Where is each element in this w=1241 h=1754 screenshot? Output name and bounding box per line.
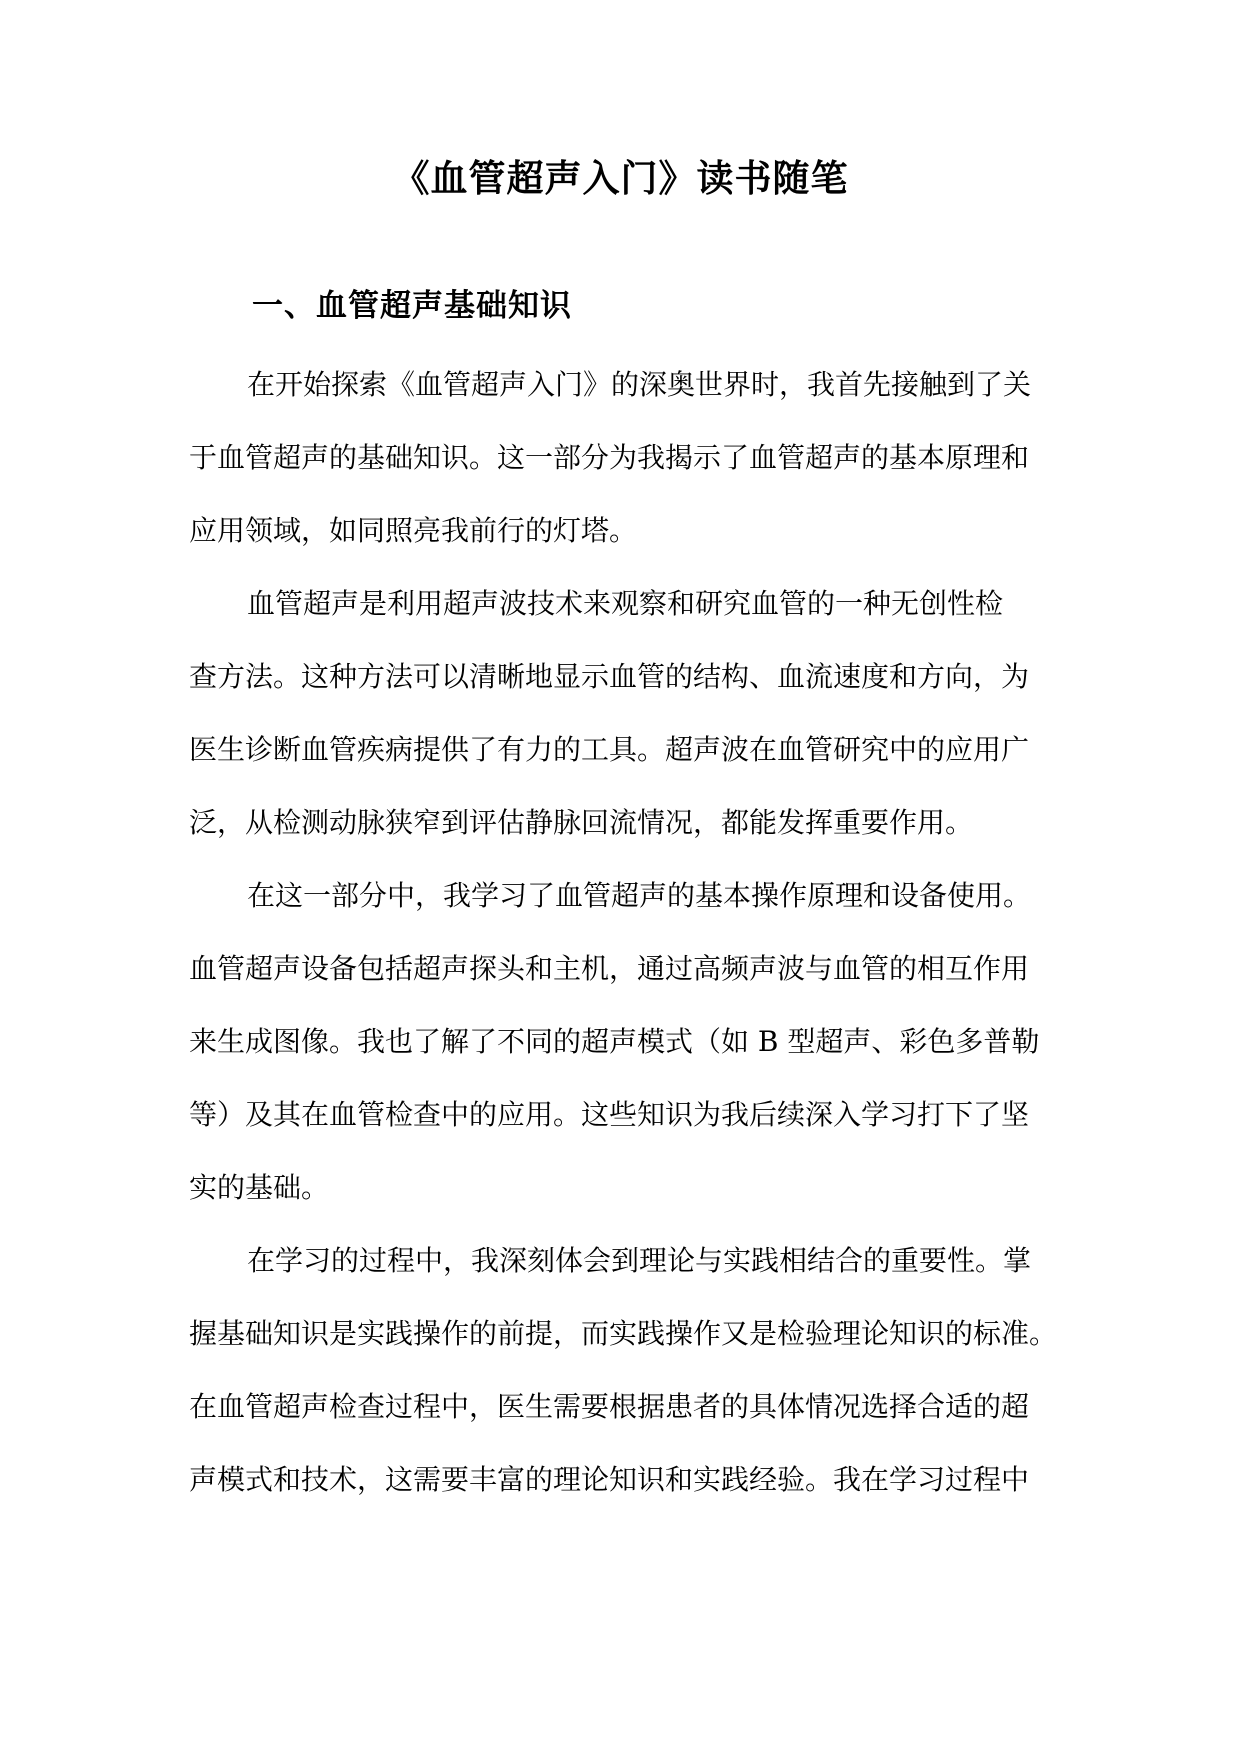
paragraph-line: 应用领域，如同照亮我前行的灯塔。 [189,514,638,547]
paragraph-line: 泛，从检测动脉狭窄到评估静脉回流情况，都能发挥重要作用。 [189,806,974,839]
paragraph-line: 血管超声是利用超声波技术来观察和研究血管的一种无创性检 [247,587,1004,620]
paragraph-line: 查方法。这种方法可以清晰地显示血管的结构、血流速度和方向，为 [189,660,1030,693]
paragraph-line: 在血管超声检查过程中，医生需要根据患者的具体情况选择合适的超 [189,1390,1030,1423]
paragraph-line: 来生成图像。我也了解了不同的超声模式（如 B 型超声、彩色多普勒 [189,1025,1040,1058]
paragraph-line: 实的基础。 [189,1171,330,1204]
paragraph-line: 于血管超声的基础知识。这一部分为我揭示了血管超声的基本原理和 [189,441,1030,474]
paragraph-line: 在学习的过程中，我深刻体会到理论与实践相结合的重要性。掌 [247,1244,1032,1277]
paragraph-line: 在这一部分中，我学习了血管超声的基本操作原理和设备使用。 [247,879,1032,912]
paragraph-line: 握基础知识是实践操作的前提，而实践操作又是检验理论知识的标准。 [189,1317,1058,1350]
paragraph-line: 等）及其在血管检查中的应用。这些知识为我后续深入学习打下了坚 [189,1098,1030,1131]
paragraph-line: 医生诊断血管疾病提供了有力的工具。超声波在血管研究中的应用广 [189,733,1030,766]
paragraph-line: 在开始探索《血管超声入门》的深奥世界时，我首先接触到了关 [247,368,1032,401]
paragraph-line: 声模式和技术，这需要丰富的理论知识和实践经验。我在学习过程中 [189,1463,1030,1496]
paragraph-line: 血管超声设备包括超声探头和主机，通过高频声波与血管的相互作用 [189,952,1030,985]
section-heading: 一、血管超声基础知识 [252,288,572,324]
document-title: 《血管超声入门》读书随笔 [392,156,849,200]
